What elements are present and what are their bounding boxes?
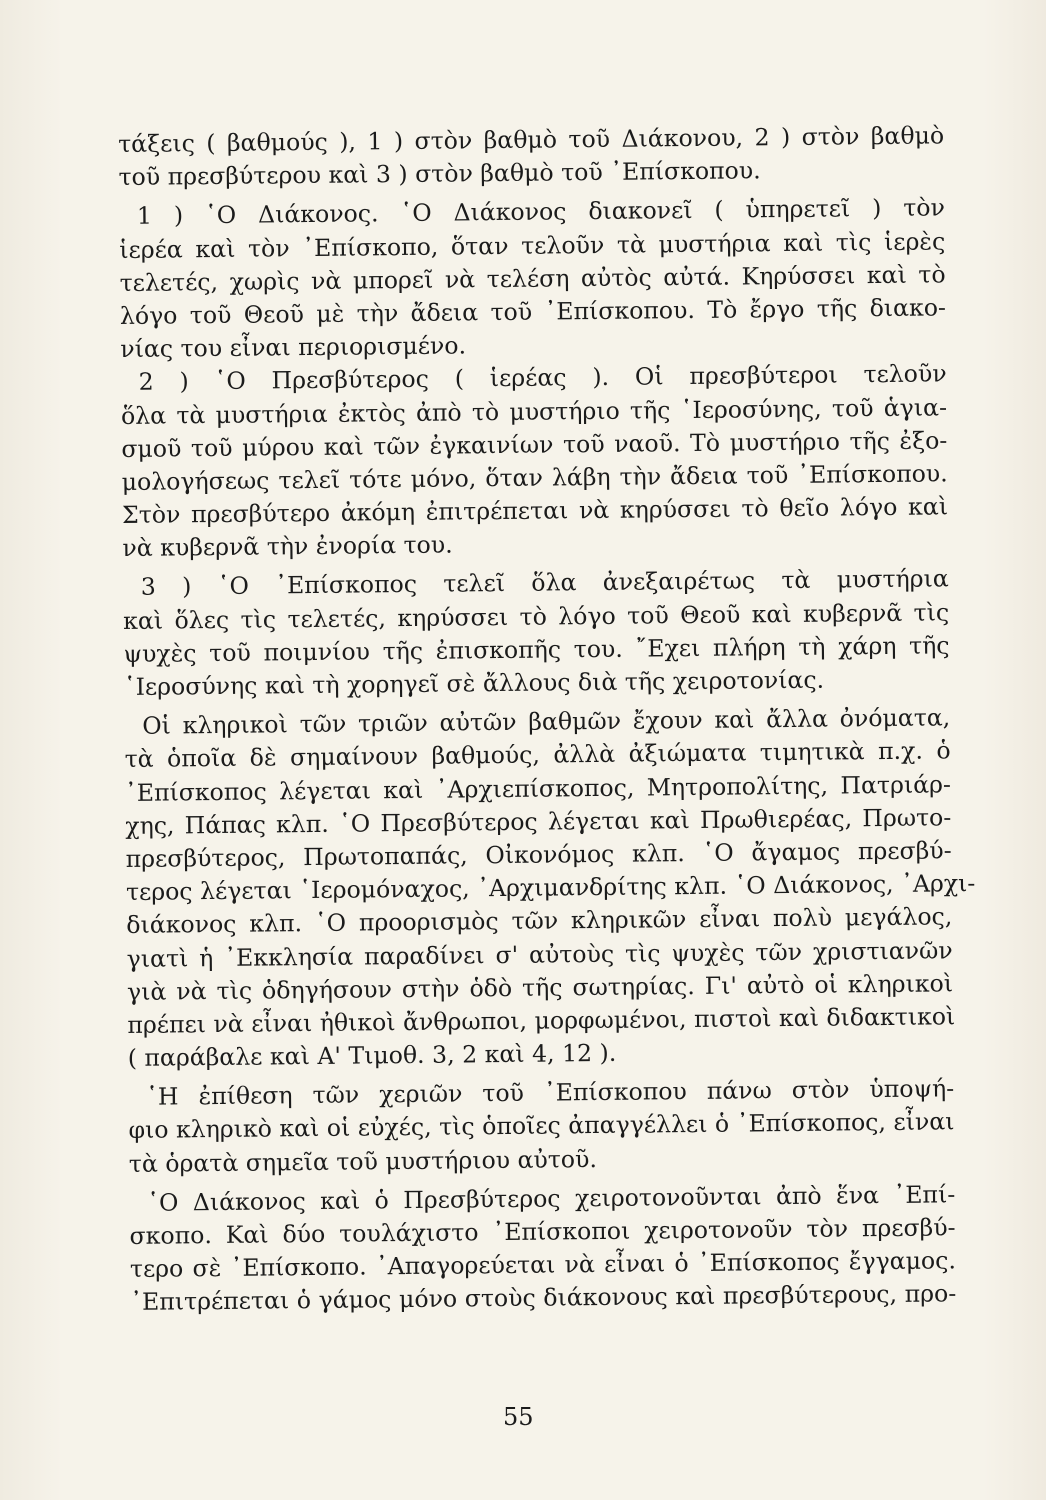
page-number: 55 [503, 1403, 534, 1431]
text-line: πρεσβύτερος, Πρωτοπαπάς, Οἰκονόμος κλπ. ῾Ο ἄγαμος πρεσβύ- [125, 836, 952, 873]
text-line: νὰ κυβερνᾶ τὴν ἐνορία του. [122, 530, 453, 563]
text-line: ῾Η ἐπίθεση τῶν χεριῶν τοῦ ᾿Επίσκοπου πάνω στὸν ὑποψή- [146, 1074, 955, 1112]
text-line: ᾿Επιτρέπεται ὁ γάμος μόνο στοὺς διάκονους καὶ πρεσβύτερους, προ- [130, 1279, 957, 1317]
text-line: Οἱ κληρικοὶ τῶν τριῶν αὐτῶν βαθμῶν ἔχουν καὶ ἄλλα ὀνόματα, [142, 703, 951, 740]
text-line: σμοῦ τοῦ μύρου καὶ τῶν ἐγκαινίων τοῦ ναοῦ. Τὸ μυστήριο τῆς ἐξο- [121, 426, 948, 463]
text-line: 1 ) ῾Ο Διάκονος. ῾Ο Διάκονος διακονεῖ ( ὑπηρετεῖ ) τὸν [136, 193, 946, 231]
text-line: ὅλα τὰ μυστήρια ἐκτὸς ἀπὸ τὸ μυστήριο τῆς ῾Ιεροσύνης, τοῦ ἁγια- [120, 392, 948, 430]
text-line: γιατὶ ἡ ᾿Εκκλησία παραδίνει σ' αὐτοὺς τὶς ψυχὲς τῶν χριστιανῶν [126, 935, 953, 973]
text-line: χης, Πάπας κλπ. ῾Ο Πρεσβύτερος λέγεται καὶ Πρωθιερέας, Πρωτο- [125, 803, 952, 840]
text-line: τερο σὲ ᾿Επίσκοπο. ᾿Απαγορεύεται νὰ εἶναι ὁ ᾿Επίσκοπος ἔγγαμος. [129, 1246, 957, 1284]
text-line: διάκονος κλπ. ῾Ο προορισμὸς τῶν κληρικῶν εἶναι πολὺ μεγάλος, [126, 902, 953, 940]
text-line: ἱερέα καὶ τὸν ᾿Επίσκοπο, ὅταν τελοῦν τὰ μυστήρια καὶ τὶς ἱερὲς [119, 226, 946, 264]
text-line: μολογήσεως τελεῖ τότε μόνο, ὅταν λάβη τὴν ἄδεια τοῦ ᾿Επίσκοπου. [121, 459, 948, 496]
text-line: τὰ ὁρατὰ σημεῖα τοῦ μυστήριου αὐτοῦ. [128, 1144, 598, 1178]
text-line: Στὸν πρεσβύτερο ἀκόμη ἐπιτρέπεται νὰ κηρύσσει τὸ θεῖο λόγο καὶ [121, 492, 949, 530]
text-line: τελετές, χωρὶς νὰ μπορεῖ νὰ τελέση αὐτὸς αὐτά. Κηρύσσει καὶ τὸ [119, 260, 946, 297]
text-line: 3 ) ῾Ο ᾿Επίσκοπος τελεῖ ὅλα ἀνεξαιρέτως τὰ μυστήρια [140, 564, 949, 602]
text-line: νίας του εἶναι περιορισμένο. [120, 331, 467, 364]
text-line: 2 ) ῾Ο Πρεσβύτερος ( ἱερέας ). Οἱ πρεσβύτεροι τελοῦν [138, 359, 947, 397]
body-text [118, 119, 976, 1319]
text-line: σκοπο. Καὶ δύο τουλάχιστο ᾿Επίσκοποι χειροτονοῦν τὸν πρεσβύ- [129, 1213, 956, 1250]
text-line: λόγο τοῦ Θεοῦ μὲ τὴν ἄδεια τοῦ ᾿Επίσκοπου. Τὸ ἔργο τῆς διακο- [119, 293, 947, 330]
text-line: ψυχὲς τοῦ ποιμνίου τῆς ἐπισκοπῆς του. ῎Εχει πλήρη τὴ χάρη τῆς [123, 631, 950, 668]
text-line: τερος λέγεται ῾Ιερομόναχος, ᾿Αρχιμανδρίτης κλπ. ῾Ο Διάκονος, ᾿Αρχι- [125, 869, 976, 907]
text-line: ῾Ιεροσύνης καὶ τὴ χορηγεῖ σὲ ἄλλους διὰ τῆς χειροτονίας. [123, 665, 825, 701]
text-line: ῾Ο Διάκονος καὶ ὁ Πρεσβύτερος χειροτονοῦνται ἀπὸ ἕνα ᾿Επί- [147, 1180, 956, 1217]
text-line: πρέπει νὰ εἶναι ἠθικοὶ ἄνθρωποι, μορφωμένοι, πιστοὶ καὶ διδακτικοὶ [127, 1002, 956, 1039]
text-line: ( παράβαλε καὶ Α' Τιμοθ. 3, 2 καὶ 4, 12 ). [127, 1038, 617, 1073]
text-line: τοῦ πρεσβύτερου καὶ 3 ) στὸν βαθμὸ τοῦ ᾿Επίσκοπου. [118, 156, 761, 192]
text-line: καὶ ὅλες τὶς τελετές, κηρύσσει τὸ λόγο τοῦ Θεοῦ καὶ κυβερνᾶ τὶς [123, 597, 950, 635]
text-line: τὰ ὁποῖα δὲ σημαίνουν βαθμούς, ἀλλὰ ἀξιώματα τιμητικὰ π.χ. ὁ [124, 736, 951, 774]
text-line: φιο κληρικὸ καὶ οἱ εὐχές, τὶς ὁποῖες ἀπαγγέλλει ὁ ᾿Επίσκοπος, εἶναι [128, 1107, 955, 1145]
text-line: ᾿Επίσκοπος λέγεται καὶ ᾿Αρχιεπίσκοπος, Μητροπολίτης, Πατριάρ- [124, 769, 952, 807]
text-line: γιὰ νὰ τὶς ὁδηγήσουν στὴν ὁδὸ τῆς σωτηρίας. Γι' αὐτὸ οἱ κληρικοὶ [126, 968, 954, 1006]
text-line: τάξεις ( βαθμούς ), 1 ) στὸν βαθμὸ τοῦ Διάκονου, 2 ) στὸν βαθμὸ [118, 121, 945, 158]
